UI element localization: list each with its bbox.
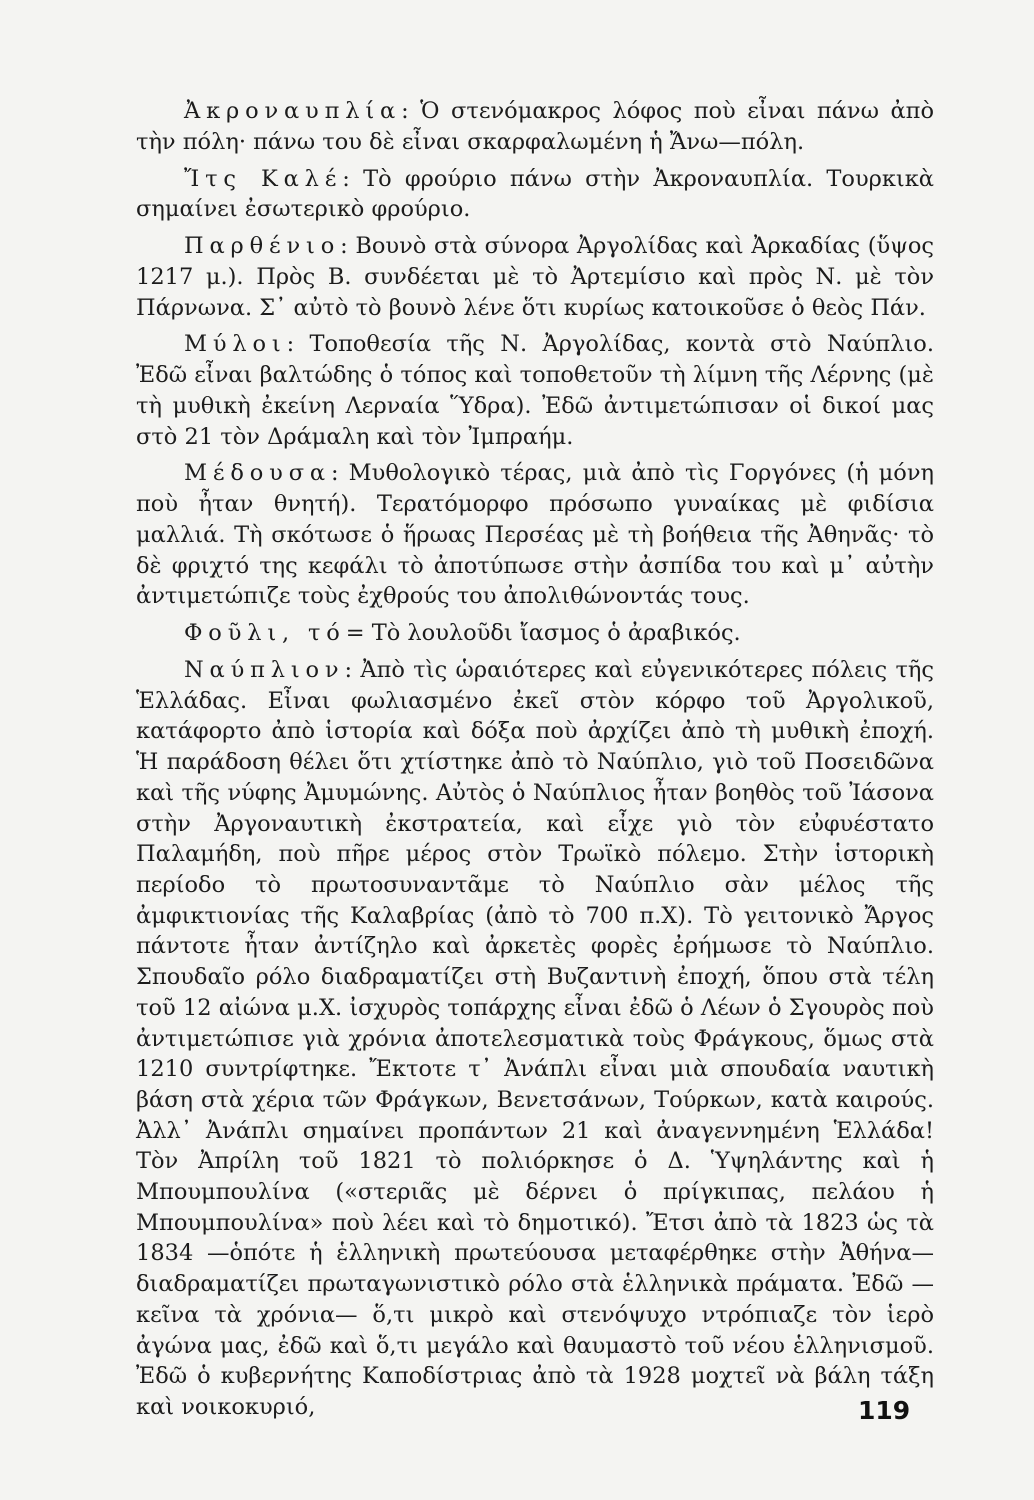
entry-akronafplia [136,96,934,157]
entry-term: Ναύπλιον [184,657,345,684]
entry-its-kale [136,164,934,225]
entry-term: Παρθένιο [184,233,341,260]
entry-definition: = Τὸ λουλοῦδι ἴασμος ὁ ἀραβικός. [345,620,741,647]
entry-definition: : Βουνὸ στὰ σύνορα Ἀργολίδας καὶ Ἀρκαδίας (ὕψος 1217 μ.). Πρὸς Β. συνδέεται μὲ τὸ Ἀρτεμίσιο καὶ πρὸς Ν. μὲ τὸν Πάρνωνα. Σ᾿ αὐτὸ τὸ βουνὸ λένε ὅτι κυρίως κατοικοῦσε ὁ θεὸς Πάν. [136,233,934,321]
entry-myloi [136,329,934,452]
entry-definition: : Μυθολογικὸ τέρας, μιὰ ἀπὸ τὶς Γοργόνες (ἡ μόνη ποὺ ἦταν θνητή). Τερατόμορφο πρόσωπο γυναίκας μὲ φιδίσια μαλλιά. Τὴ σκότωσε ὁ ἥρωας Περσέας μὲ τὴ βοήθεια τῆς Ἀθηνᾶς· τὸ δὲ φριχτό της κεφάλι τὸ ἀποτύπωσε στὴν ἀσπίδα του καὶ μ᾿ αὐτὴν ἀντιμετώπιζε τοὺς ἐχθρούς του ἀπολιθώνοντάς τους. [136,460,934,610]
entry-medousa [136,458,934,612]
entry-nafplion [136,655,934,1423]
entry-term: Μέδουσα [184,460,331,487]
entry-term: Μύλοι [184,331,287,358]
page-number: 119 [858,1396,911,1425]
entry-term: Φοῦλι, τό [184,620,346,647]
entry-definition: : Τὸ φρούριο πάνω στὴν Ἀκροναυπλία. Τουρκικὰ σημαίνει ἐσωτερικὸ φρούριο. [136,165,934,223]
entry-definition: : Ὁ στενόμακρος λόφος ποὺ εἶναι πάνω ἀπὸ τὴν πόλη· πάνω του δὲ εἶναι σκαρφαλωμένη ἡ Ἄνω—πόλη. [136,98,934,155]
entry-definition: : Ἀπὸ τὶς ὡραιότερες καὶ εὐγενικότερες πόλεις τῆς Ἑλλάδας. Εἶναι φωλιασμένο ἐκεῖ στὸν κόρφο τοῦ Ἀργολικοῦ, κατάφορτο ἀπὸ ἱστορία καὶ δόξα ποὺ ἀρχίζει ἀπὸ τὴ μυθικὴ ἐποχή. Ἡ παράδοση θέλει ὅτι χτίστηκε ἀπὸ τὸ Ναύπλιο, γιὸ τοῦ Ποσειδῶνα καὶ τῆς νύφης Ἀμυμώνης. Αὐτὸς ὁ Ναύπλιος ἦταν βοηθὸς τοῦ Ἰάσονα στὴν Ἀργοναυτικὴ ἐκστρατεία, καὶ εἶχε γιὸ τὸν εὐφυέστατο Παλαμήδη, ποὺ πῆρε μέρος στὸν Τρωϊκὸ πόλεμο. Στὴν ἱστορικὴ περίοδο τὸ πρωτοσυναντᾶμε τὸ Ναύπλιο σὰν μέλος τῆς ἀμφικτιονίας τῆς Καλαβρίας (ἀπὸ τὸ 700 π.Χ). Τὸ γειτονικὸ Ἄργος πάντοτε ἦταν ἀντίζηλο καὶ ἀρκετὲς φορὲς ἐρήμωσε τὸ Ναύπλιο. Σπουδαῖο ρόλο διαδραματίζει στὴ Βυζαντινὴ ἐποχή, ὅπου στὰ τέλη τοῦ 12 αἰώνα μ.Χ. ἰσχυρὸς τοπάρχης εἶναι ἐδῶ ὁ Λέων ὁ Σγουρὸς ποὺ ἀντιμετώπισε γιὰ χρόνια ἀποτελεσματικὰ τοὺς Φράγκους, ὅμως στὰ 1210 συντρίφτηκε. Ἔκτοτε τ᾿ Ἀνάπλι εἶναι μιὰ σπουδαία ναυτικὴ βάση στὰ χέρια τῶν Φράγκων, Βενετσάνων, Τούρκων, κατὰ καιρούς. Ἀλλ᾿ Ἀνάπλι σημαίνει προπάντων 21 καὶ ἀναγεννημένη Ἑλλάδα! Τὸν Ἀπρίλη τοῦ 1821 τὸ πολιόρκησε ὁ Δ. Ὑψηλάντης καὶ ἡ Μπουμπουλίνα («στεριᾶς μὲ δέρνει ὁ πρίγκιπας, πελάου ἡ Μπουμπουλίνα» ποὺ λέει καὶ τὸ δημοτικό). Ἔτσι ἀπὸ τὰ 1823 ὡς τὰ 1834 —ὁπότε ἡ ἑλληνικὴ πρωτεύουσα μεταφέρθηκε στὴν Ἀθήνα— διαδραματίζει πρωταγωνιστικὸ ρόλο στὰ ἑλληνικὰ πράματα. Ἐδῶ —κεῖνα τὰ χρόνια— ὅ,τι μικρὸ καὶ στενόψυχο ντρόπιαζε τὸν ἱερὸ ἀγώνα μας, ἐδῶ καὶ ὅ,τι μεγάλο καὶ θαυμαστὸ τοῦ νέου ἑλληνισμοῦ. Ἐδῶ ὁ κυβερνήτης Καποδίστριας ἀπὸ τὰ 1928 μοχτεῖ νὰ βάλη τάξη καὶ νοικοκυριό, [136,657,934,1420]
entry-fouli [136,618,934,649]
entry-parthenio [136,231,934,323]
entry-term: Ἴτς Καλέ [184,165,343,192]
glossary-text [136,96,934,1429]
entry-term: Ἀκροναυπλία [184,98,402,124]
entry-definition: : Τοποθεσία τῆς Ν. Ἀργολίδας, κοντὰ στὸ Ναύπλιο. Ἐδῶ εἶναι βαλτώδης ὁ τόπος καὶ τοποθετοῦν τὴ λίμνη τῆς Λέρνης (μὲ τὴ μυθικὴ ἐκείνη Λερναία Ὕδρα). Ἐδῶ ἀντιμετώπισαν οἱ δικοί μας στὸ 21 τὸν Δράμαλη καὶ τὸν Ἰμπραήμ. [136,331,934,450]
